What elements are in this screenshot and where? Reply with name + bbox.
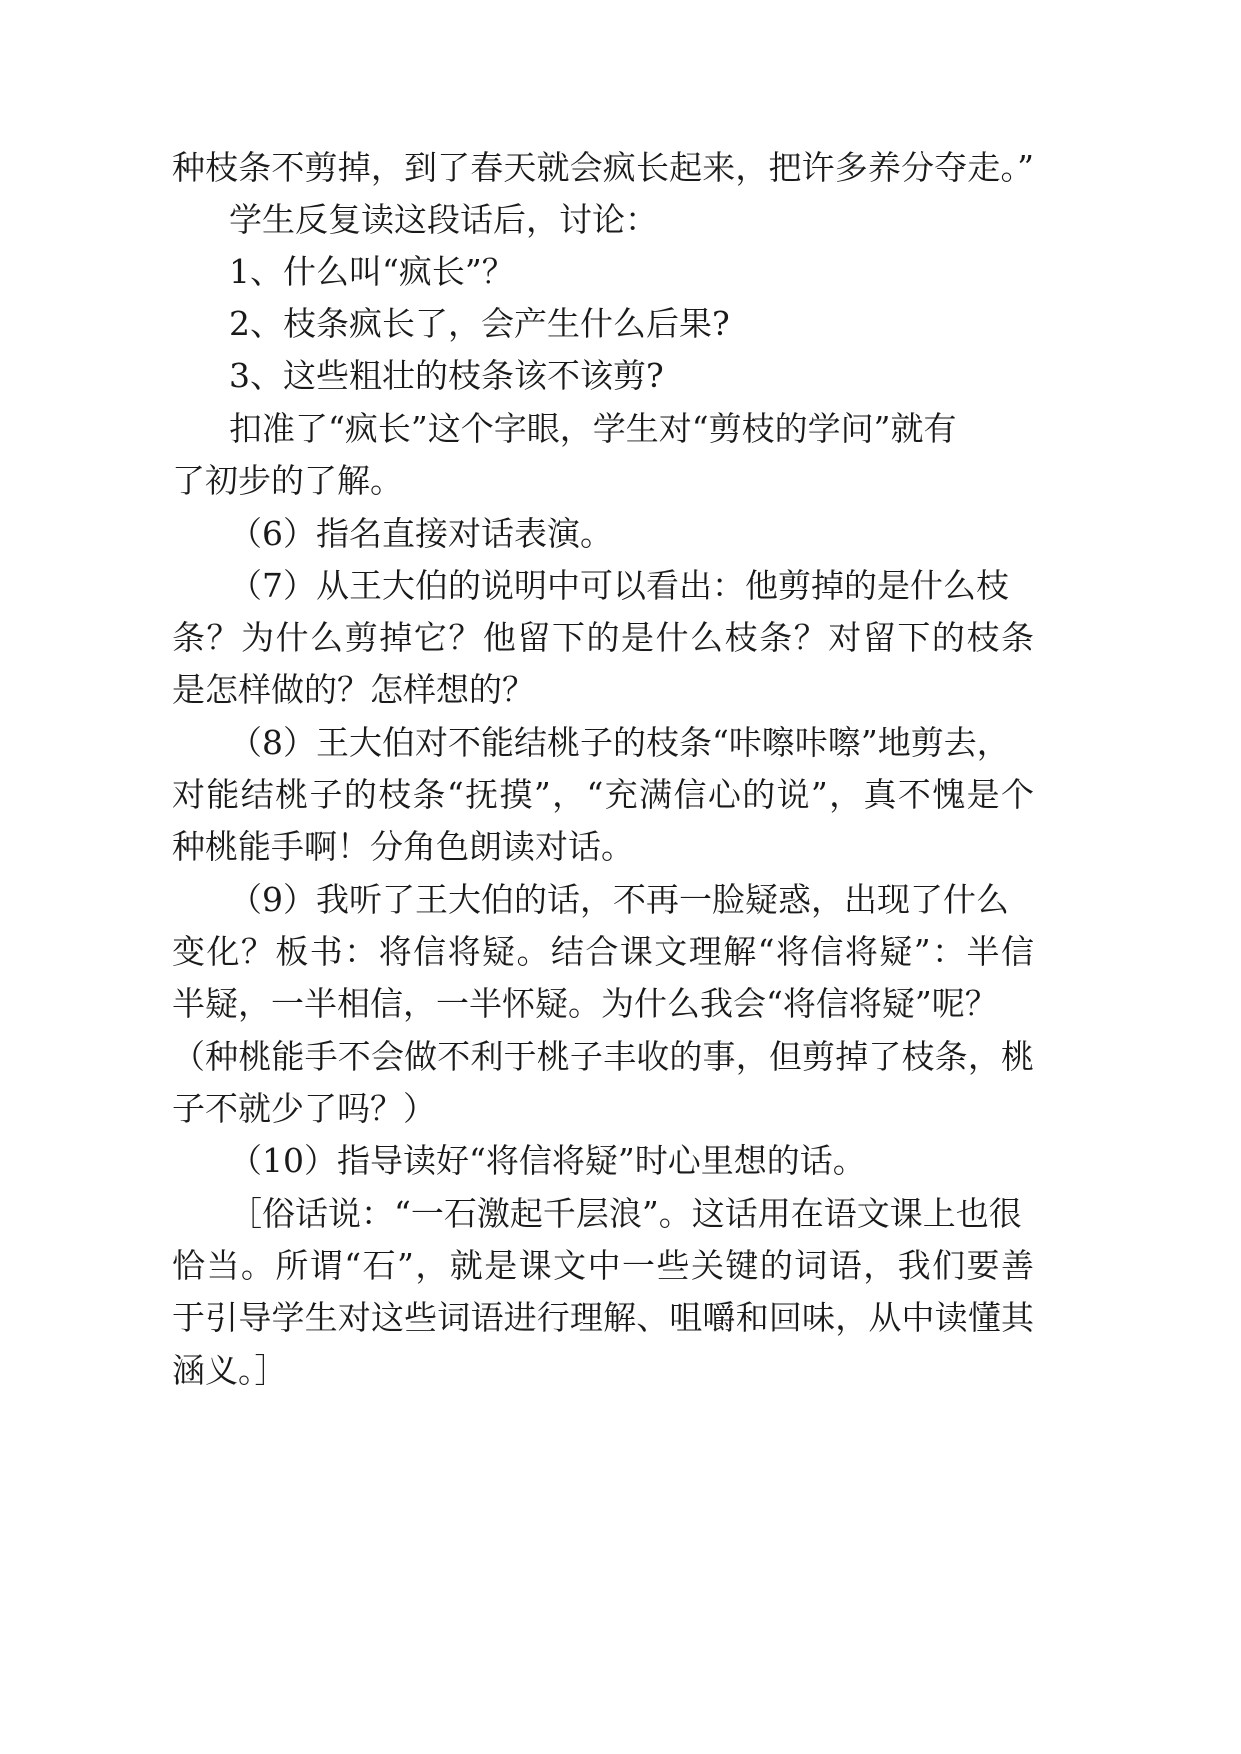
text-line: 了初步的了解。: [172, 461, 403, 500]
text-line: 1、什么叫“疯长”？: [229, 252, 515, 291]
text-line: 对能结桃子的枝条“抚摸”，“充满信心的说”，真不愧是个: [172, 775, 1034, 814]
text-line: 子不就少了吗？）: [172, 1089, 436, 1128]
text-line: （9）我听了王大伯的话，不再一脸疑惑，出现了什么: [229, 880, 1009, 919]
text-line: （6）指名直接对话表演。: [229, 514, 613, 553]
text-line: 种枝条不剪掉，到了春天就会疯长起来，把许多养分夺走。”: [172, 148, 1034, 187]
text-line: 涵义。］: [172, 1351, 288, 1390]
text-line: 恰当。所谓“石”，就是课文中一些关键的词语，我们要善: [172, 1246, 1034, 1285]
text-line: 半疑，一半相信，一半怀疑。为什么我会“将信将疑”呢？: [172, 984, 998, 1023]
text-line: （7）从王大伯的说明中可以看出：他剪掉的是什么枝: [229, 566, 1009, 605]
text-line: 是怎样做的？怎样想的？: [172, 670, 535, 709]
text-line: 学生反复读这段话后，讨论：: [229, 200, 658, 239]
text-line: （种桃能手不会做不利于桃子丰收的事，但剪掉了枝条，桃: [172, 1037, 1034, 1076]
text-line: ［俗话说：“一石激起千层浪”。这话用在语文课上也很: [229, 1194, 1022, 1233]
text-line: 2、枝条疯长了，会产生什么后果?: [229, 304, 730, 343]
text-line: 种桃能手啊！分角色朗读对话。: [172, 827, 634, 866]
text-line: 于引导学生对这些词语进行理解、咀嚼和回味，从中读懂其: [172, 1298, 1034, 1337]
text-line: 扣准了“疯长”这个字眼，学生对“剪枝的学问”就有: [229, 409, 957, 448]
text-line: 3、这些粗壮的枝条该不该剪?: [229, 356, 664, 395]
text-line: 变化？板书：将信将疑。结合课文理解“将信将疑”：半信: [172, 932, 1034, 971]
text-line: （8）王大伯对不能结桃子的枝条“咔嚓咔嚓”地剪去，: [229, 723, 1010, 762]
text-line: 条？为什么剪掉它？他留下的是什么枝条？对留下的枝条: [172, 618, 1034, 657]
text-line: （10）指导读好“将信将疑”时心里想的话。: [229, 1141, 866, 1180]
